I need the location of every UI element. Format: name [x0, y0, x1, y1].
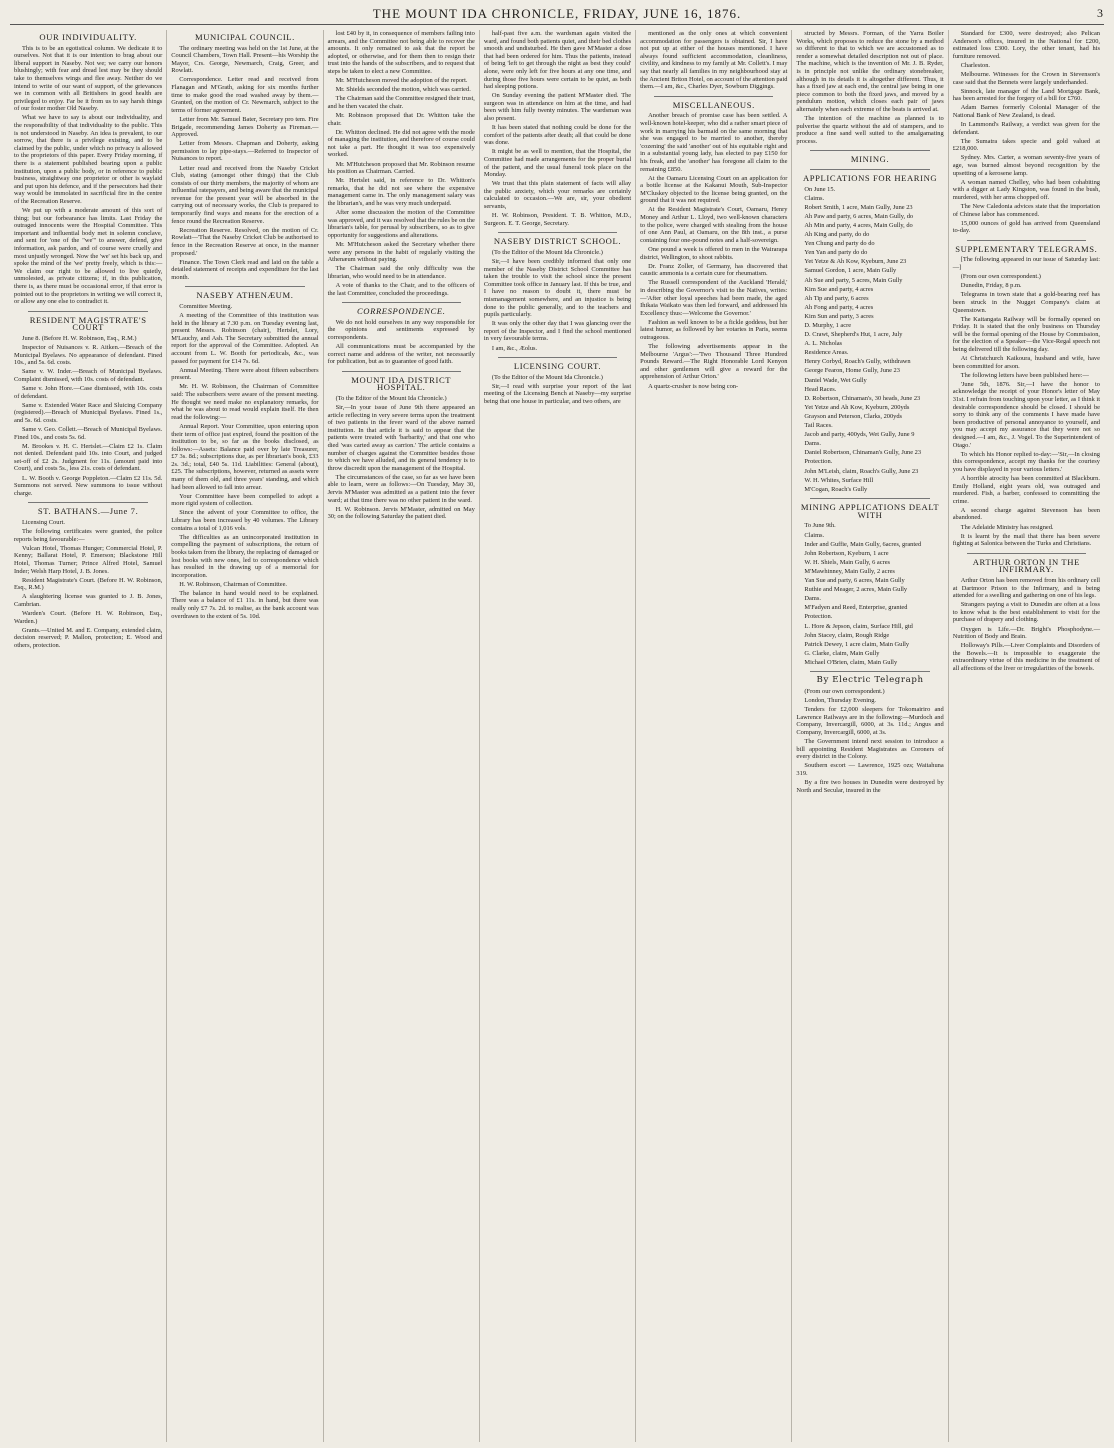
article-paragraph: It is learnt by the mail that there has been severe fighting at Salonica between the Turks and Christians.: [952, 532, 1100, 548]
section-divider: [342, 371, 461, 372]
article-paragraph: Holloway's Pills.—Liver Complaints and Disorders of the Bowels.—It is impossible to exaggerate the extraordinary virtue of this medicine in the treatment of all affections of the liver or irregularities of the bowels.: [952, 642, 1100, 673]
article-paragraph: Strangers paying a visit to Dunedin are often at a loss to know what is the best establishment to visit for the purchase of drapery and clothing.: [952, 601, 1100, 624]
article-paragraph: Jacob and party, 400yds, Wet Gully, June 9: [804, 431, 915, 439]
article-paragraph: M. Brookes v. H. C. Hertslet.—Claim £2 1s. Claim not denied. Defendant paid 10s. into Court, and judged set-off of £2 2s. Judgment for 11s. (amount paid into Court), and costs 5s., less 21s. costs of defendant.: [14, 442, 163, 473]
article-paragraph: The Chairman said the Committee resigned their trust, and he then vacated the chair.: [327, 95, 475, 110]
article-paragraph: Since the advent of your Committee to office, the Library has been increased by 40 volumes. The Library contains a total of 1,016 vols.: [171, 509, 319, 532]
article-paragraph: Ruthie and Meager, 2 acres, Main Gully: [804, 586, 908, 594]
article-paragraph: A vote of thanks to the Chair, and to the officers of the last Committee, concluded the proceedings.: [327, 281, 475, 297]
article-paragraph: Annual Meeting. There were about fifteen subscribers present.: [171, 366, 319, 382]
article-paragraph: Ah Fong and party, 4 acres: [804, 303, 874, 311]
article-paragraph: G. Clarke, claim, Main Gully: [804, 649, 880, 657]
article-paragraph: It has been stated that nothing could be done for the comfort of the patients after death; all that could be done was done.: [483, 124, 632, 147]
article-paragraph: half-past five a.m. the wardsman again visited the ward, and found both patients quiet, and their bed clothes smooth and undisturbed. He then gave M'Master a dose that had been ordered for him. Thus the patients, instead of being 'left to get through the night as best they could' alone, were only left for five hours at any one time, and during those five hours were certain to be quiet, as both had sleeping potions.: [483, 30, 632, 91]
article-paragraph: Yet Yetze & Ah Kow, Kyeburn, June 23: [804, 258, 907, 266]
article: [171, 34, 318, 281]
article-paragraph: Dr. Franz Zoller, of Germany, has discovered that caustic ammonia is a certain cure for rheumatism.: [640, 262, 788, 278]
article-paragraph: We put up with a moderate amount of this sort of thing; but our forbearance has limits. Last Friday the outraged innocents were the Hospital Committee. This important and influential body met in solemn conclave, and sent for 'one of the "we"' to answer, defend, give information, ask pardon, and of course were cruelly and most unjustly wronged. Now the 'we' set his back up, and spoke the mind of the 'we' pretty freely, which is this:—We claim our right to be allowed to live quietly, unmolested, as private citizens; if, in this publication, there is, as there must be occasional error, if that error is pointed out to the proprietors in writing we will correct it, or allow any one else to contradict it.: [14, 207, 163, 306]
article-paragraph: Southern escort — Lawrence, 1925 ozs; Waitahuna 319.: [796, 762, 944, 777]
article-paragraph: On June 15.: [804, 185, 836, 193]
article-paragraph: On Sunday evening the patient M'Master died. The surgeon was in attendance on him at the time, and had been with him fully twenty minutes. The wardsman was also present.: [483, 92, 632, 123]
article: [14, 34, 162, 306]
article-paragraph: (To the Editor of the Mount Ida Chronicle.): [491, 373, 603, 381]
article-paragraph: H. W. Robinson, Chairman of Committee.: [179, 580, 288, 588]
article: [14, 311, 162, 498]
article-paragraph: Tenders for £2,000 sleepers for Tokomairiro and Lawrence Railways are in the following:—Murdoch and Company, Invercargill, 6000, at 3s. 11d.; Angus and Company, Invercargill, 6000, at 3s.: [796, 706, 944, 737]
article-paragraph: [The following appeared in our issue of Saturday last:—]: [952, 256, 1100, 272]
masthead-title: THE MOUNT IDA CHRONICLE, FRIDAY, JUNE 16, 1876.: [372, 6, 742, 21]
section-divider: [810, 150, 929, 151]
article-paragraph: D. Murphy, 1 acre: [804, 322, 852, 329]
article-paragraph: L. W. Booth v. George Poppleton.—Claim £2 11s. 5d. Summons not served. New summons to issue without charge.: [14, 474, 163, 497]
article-paragraph: Protection.: [804, 613, 833, 621]
article-paragraph: Correspondence. Letter read and received from Flanagan and M'Grath, asking for six months further time to make good the road washed away by them.—Granted, on the motion of Cr. Newmarch, subject to the terms of former agreement.: [171, 76, 319, 114]
article-paragraph: Annual Report. Your Committee, upon entering upon their term of office just expired, found the position of the institution to be, so far as the books disclosed, as follows:—Assets: Balance paid over by late Treasurer, £7 3s. 8d.; subscriptions due, as per librarian's book, £33 2s. 3d.; total, £40 5s. 11d. Liabilities: General (about), £25. The subscriptions, however, returned as assets were many of them old, and three years' standing, and which had been allowed to fall into arrear.: [171, 422, 319, 491]
article-paragraph: Dr. Whitton declined. He did not agree with the mode of managing the institution, and therefore of course could not take a part. He thought it was too expensively worked.: [327, 128, 475, 159]
article-paragraph: The ordinary meeting was held on the 1st June, at the Council Chambers, Town Hall. Present—his Worship the Mayor, Crs. George, Newmarch, Craig, Greer, and Rowlatt.: [171, 44, 319, 75]
article-paragraph: The Sumatra takes specie and gold valued at £218,000.: [952, 137, 1100, 153]
article-paragraph: Letter from Mr. Samuel Bater, Secretary pro tem. Fire Brigade, recommending James Doherty as Fireman.—Approved.: [171, 115, 319, 139]
article: [796, 169, 943, 493]
article-paragraph: To which his Honor replied to-day:—'Sir,—In closing this correspondence, accept my thanks for the courtesy you have displayed in your various letters.': [952, 450, 1100, 473]
article-paragraph: Same v. Extended Water Race and Sluicing Company (registered).—Breach of Municipal Byelaws. Fined 1s., and 5s. 6d. costs.: [14, 401, 163, 424]
article-headline: APPLICATIONS FOR HEARING: [802, 173, 938, 183]
article-paragraph: (To the Editor of the Mount Ida Chronicle.): [335, 394, 447, 402]
article-paragraph: Daniel Robertson, Chinaman's Gully, June 23: [804, 449, 922, 457]
article-paragraph: Claims.: [804, 194, 825, 202]
article-paragraph: To June 9th.: [804, 522, 836, 530]
article: [484, 232, 631, 352]
article-paragraph: After some discussion the motion of the Committee was approved, and it was resolved that the rules be on the librarian's table, for perusal by subscribers, so as to give opportunity for suggestions and alterations.: [327, 209, 475, 239]
article-paragraph: June 8. (Before H. W. Robinson, Esq., R.M.): [22, 334, 137, 342]
article-paragraph: The following certificates were granted, the police reports being favourable:—: [14, 528, 163, 543]
article-paragraph: This is to be an egotistical column. We dedicate it to ourselves. Not that it is our intention to brag about our liberal support in Naseby. Not we; we carry our honors blushingly; with fear and dread lest may be they should take to themselves wings and flee away. Neither do we intend to write of our want of support, of the grievances we in common with all Britishers in good health are privileged to enjoy. Far be it from us to say harsh things of our foster mother Old Naseby.: [14, 44, 163, 113]
article-paragraph: Dams.: [804, 440, 821, 448]
article-paragraph: Licensing Court.: [22, 518, 65, 526]
article-paragraph: W. H. Whites, Surface Hill: [804, 476, 874, 484]
article-headline: MUNICIPAL COUNCIL.: [194, 32, 295, 42]
article-paragraph: Ah Sue and party, 5 acres, Main Gully: [804, 276, 903, 284]
article-paragraph: George Fearon, Home Gully, June 23: [804, 367, 900, 375]
article-paragraph: The Adelaide Ministry has resigned.: [960, 523, 1054, 531]
article-paragraph: Inder and Guffie, Main Gully, 6acres, granted: [804, 540, 922, 548]
article-paragraph: The Kaitangata Railway will be formally opened on Friday. It is stated that the only business on Thursday will be the formal opening of the House by Commission, for the election of a Speaker—the Vice-Regal speech not being delivered till the following day.: [952, 315, 1100, 353]
article-paragraph: structed by Messrs. Forman, of the Yarra Boiler Works, which proposes to reduce the stone by a method so different to that to which we are accustomed as to render a somewhat detailed description not out of place. The machine, which is the invention of Mr. J. B. Ryder, is in principle not unlike the ordinary stonebreaker, although in its details it is altogether different. Thus, it has a fixed jaw at each end, the central jaw being in one piece common to both the fixed jaws, and moved by a pendulum motion, which closes each pair of jaws alternately when each extreme of the beats is arrived at.: [796, 30, 944, 113]
article-headline: SUPPLEMENTARY TELEGRAMS.: [955, 243, 1098, 254]
page-number: 3: [1097, 6, 1104, 20]
article-paragraph: Another breach of promise case has been settled. A well-known hotel-keeper, who did a rather smart piece of work in marrying his barmaid on the same morning that she was engaged to be married to another, thereby 'cozening' the said 'another' out of his equitable right and in a substantial young lady, has elected to pay £150 for his freak, and the 'another' has foregone all claim to the remaining £850.: [640, 112, 788, 173]
article-paragraph: John M'Leish, claim, Roach's Gully, June 23: [804, 467, 919, 475]
section-divider: [810, 498, 929, 499]
article-paragraph: At the Resident Magistrate's Court, Oamaru, Henry Money and Arthur L. Lloyd, two well-known characters to the police, were charged with stealing from the house of one Ann Paul, at Oamaru, on the 8th inst., a purse containing four one-pound notes and a half-sovereign.: [640, 206, 788, 244]
article-paragraph: Sir,—I read with surprise your report of the last meeting of the Licensing Bench at Naseby—my surprise being that one house in particular, and two others, are: [483, 382, 632, 406]
section-divider: [28, 502, 148, 503]
article: [796, 671, 943, 794]
article-paragraph: Daniel Wade, Wet Gully: [804, 376, 867, 384]
article-paragraph: 15,000 ounces of gold has arrived from Queensland to-day.: [952, 219, 1100, 235]
article-paragraph: In Lammond's Railway, a verdict was given for the defendant.: [952, 121, 1100, 136]
article-paragraph: John Stacey, claim, Rough Ridge: [804, 631, 890, 639]
article: [328, 30, 475, 297]
article-paragraph: Yet Yetze and Ah Kow, Kyeburn, 200yds: [804, 403, 910, 411]
article: [328, 371, 475, 521]
article-paragraph: Head Races.: [804, 385, 837, 393]
article-paragraph: Ah King and party, do do: [804, 231, 870, 239]
article-paragraph: Letter read and received from the Naseby Cricket Club, stating (amongst other things) that the Club consists of our thirty members, the majority of whom are influential ratepayers, and being aware that the municipal revenue for the present year will be absorbed in the carrying out of necessary works, the Club is prepared to temporarily find ways and means for the erection of a fence round the Recreation Reserve.: [171, 164, 319, 225]
article-paragraph: The following letters have been published here:—: [960, 371, 1089, 379]
article-paragraph: Ah Paw and party, 6 acres, Main Gully, do: [804, 212, 914, 220]
article-paragraph: The balance in hand would need to be explained. There was a balance of £1 11s. in hand, but there was really only £7 7s. 2d. to realise, as the bank account was overdrawn to the extent of 5s. 10d.: [171, 589, 319, 620]
article-paragraph: Dams.: [804, 595, 821, 603]
article-paragraph: A quartz-crusher is now being con-: [648, 382, 739, 390]
article-paragraph: Charleston.: [960, 61, 990, 69]
article-paragraph: Warden's Court. (Before H. W. Robinson, Esq., Warden.): [14, 609, 163, 625]
article-paragraph: Protection.: [804, 458, 833, 466]
article-paragraph: Vulcan Hotel, Thomas Hunger; Commercial Hotel, P. Kenny; Ballarat Hotel, P. Emerson; Blackstone Hill Hotel, Thomas Turner; Prince Alfred Hotel, Samuel Inder; Welsh Harp Hotel, J. B. Jones.: [14, 544, 163, 575]
article-paragraph: Dunedin, Friday, 8 p.m.: [960, 282, 1022, 290]
article-paragraph: At Christchurch Kaikoura, husband and wife, have been committed for arson.: [952, 355, 1100, 370]
section-divider: [967, 240, 1086, 241]
article: [796, 498, 943, 666]
article: [953, 30, 1100, 235]
article-paragraph: A horrible atrocity has been committed at Blackburn. Emily Holland, eight years old, was outraged and murdered. Fish, a barber, confessed to committing the crime.: [952, 474, 1100, 505]
article: [640, 96, 787, 390]
article-paragraph: A slaughtering license was granted to J. B. Jones, Cambrian.: [14, 593, 163, 608]
article-paragraph: I am, &c., Æolus.: [491, 344, 538, 352]
article-paragraph: Mr. H. W. Robinson, the Chairman of Committee said: The subscribers were aware of the present meeting. He thought we need make no explanatory remarks, for what he was about to read would explain itself. He then read the following:—: [171, 383, 319, 421]
article-headline: RESIDENT MAGISTRATE'S COURT: [29, 314, 147, 333]
article-paragraph: Sinnock, late manager of the Land Mortgage Bank, has been arrested for the forgery of a bill for £760.: [952, 87, 1100, 103]
article-headline: CORRESPONDENCE.: [356, 306, 446, 317]
article-paragraph: All communications must be accompanied by the correct name and address of the writer, not necessarily for publication, but as to guarantee of good faith.: [327, 342, 475, 366]
article-paragraph: Mr. Hertslet said, in reference to Dr. Whitton's remarks, that he did not see where the expensive management came in. The only management salary was the librarian's, and he was very much underpaid.: [327, 177, 475, 207]
article-paragraph: Yen Yan and party do do: [804, 249, 868, 257]
article-paragraph: Sydney. Mrs. Carter, a woman seventy-five years of age, was burned almost beyond recognition by the upsetting of a kerosene lamp.: [952, 154, 1100, 177]
article-paragraph: Same v. John Hore.—Case dismissed, with 10s. costs of defendant.: [14, 385, 163, 400]
article-paragraph: Yen Chung and party do do: [804, 240, 875, 248]
article-paragraph: 'June 5th, 1876. Sir,—I have the honor to acknowledge the receipt of your Honor's letter of May 31st. I refrain from touching upon your letter, as I think it desirable correspondence should be closed. I should be sorry to think any of the comments I have made have been productive of personal annoyance to yourself, and you may accept my assurance that they were not so designed.—I am, &c., J. Vogel. To the Superintendent of Otago.': [952, 380, 1100, 449]
column-7: [948, 30, 1104, 1442]
article-paragraph: The New Caledonia advices state that the importation of Chinese labor has commenced.: [952, 202, 1100, 218]
article-paragraph: The Government intend next session to introduce a bill appointing Resident Magistrates as Coroners of every district in the Colony.: [796, 738, 944, 761]
article-paragraph: Mr. M'Hutcheson proposed that Mr. Robinson resume his position as Chairman. Carried.: [327, 160, 475, 176]
article-paragraph: W. H. Shiels, Main Gully, 6 acres: [804, 558, 891, 566]
article-paragraph: Claims.: [804, 531, 825, 539]
article-paragraph: Mr. Robinson proposed that Dr. Whitton take the chair.: [327, 111, 475, 127]
article-paragraph: Grants.—United M. and E. Company, extended claim, decision reserved; P. Mallon, protection; E. Wood and others, protection.: [14, 626, 163, 649]
article-paragraph: Henry Corbyd, Roach's Gully, withdrawn: [804, 358, 911, 366]
article-paragraph: Letter from Messrs. Chapman and Doherty, asking permission to lay pipe-stays.—Referred to Inspector of Nuisances to report.: [171, 140, 319, 163]
article-paragraph: We do not hold ourselves in any way responsible for the opinions and sentiments expressed by correspondents.: [327, 318, 475, 341]
section-divider: [185, 286, 304, 287]
article: [796, 30, 943, 145]
article-paragraph: A second charge against Stevenson has been abandoned.: [952, 506, 1100, 522]
article-paragraph: Committee Meeting.: [179, 303, 233, 310]
article-paragraph: Finance. The Town Clerk read and laid on the table a detailed statement of receipts and expenditure for the last month.: [171, 258, 319, 281]
section-divider: [28, 311, 148, 312]
article-paragraph: Your Committee have been compelled to adopt a more rigid system of collection.: [171, 492, 319, 508]
article: [640, 30, 787, 91]
article-paragraph: M'Fadyen and Reed, Enterprise, granted: [804, 604, 908, 612]
article-paragraph: Kim Sue and party, 4 acres: [804, 285, 874, 293]
column-1: [10, 30, 166, 1442]
section-divider: [498, 232, 617, 233]
article-paragraph: What we have to say is about our individuality, and the responsibility of that individuality to the public. This is not understood in Naseby. An idea is prevalent, to our sorrow, that there is a privilege existing, and to be claimed by the public, under which no privacy is allowed to the proprietors of this paper. Every Friday morning, if there is a statement published bearing upon a public institution, upon a public body, or in reference to public business, straightway one proprietor or other is waylaid and put upon his defence, and if the persecutors had their way would be immolated in sacrificial fire in the centre of the Recreation Reserve.: [14, 114, 163, 205]
article-paragraph: Mr. M'Hutcheson moved the adoption of the report.: [335, 77, 468, 85]
article-paragraph: (From our own correspondent.): [804, 688, 885, 696]
article-paragraph: Samuel Gordon, 1 acre, Main Gully: [804, 267, 897, 275]
article-headline: ST. BATHANS.—June 7.: [37, 506, 139, 517]
article-paragraph: The circumstances of the case, so far as we have been able to learn, were as follows:—On Tuesday, May 30, Jervis M'Master was admitted as a patient into the fever ward; at that time there was no other patient in the ward.: [327, 473, 475, 504]
column-6: [791, 30, 947, 1442]
article-paragraph: M'Mawhinney, Main Gully, 2 acres: [804, 567, 895, 575]
column-4: [479, 30, 635, 1442]
article-paragraph: Arthur Orton has been removed from his ordinary cell at Dartmoor Prison to the Infirmary, and is being attended for a swelling and gathering on one of his legs.: [952, 577, 1100, 600]
article-headline: MINING APPLICATIONS DEALT WITH: [800, 502, 940, 520]
article: [14, 502, 162, 649]
article-paragraph: The difficulties as an unincorporated institution in compelling the payment of subscriptions, the return of books taken from the library, the replacing of damaged or lost books with new ones, led to correspondence which has resulted in the drawing up of a memorial for incorporation.: [171, 533, 319, 579]
article-paragraph: Ah Min and party, 4 acres, Main Gully, do: [804, 221, 913, 229]
article-paragraph: The following advertisements appear in the Melbourne 'Argus':—'Two Thousand Three Hundred Pounds Reward.—The Right Honorable Lord Kenyon and other gentlemen will give a reward for the apprehension of Arthur Orton.': [640, 343, 788, 381]
article: [328, 302, 475, 366]
article-paragraph: Kim Sun and party, 3 acres: [804, 312, 874, 320]
article-paragraph: Mr. Shields seconded the motion, which was carried.: [335, 86, 471, 94]
article: [484, 357, 631, 405]
article-paragraph: Sir,—I have been credibly informed that only one member of the Naseby District School Committee has taken the trouble to visit the school since the present Committee took office in January last. If this be true, and I have no reason to doubt it, there must be mismanagement somewhere, and an injustice is being done to the public generally, and to the teachers and pupils particularly.: [483, 258, 632, 319]
article-paragraph: Michael O'Brien, claim, Main Gully: [804, 658, 898, 666]
article-paragraph: The intention of the machine as planned is to pulverise the quartz without the aid of stampers, and to produce a fine sand well suited to the amalgamating process.: [796, 115, 944, 145]
article-paragraph: Resident Magistrate's Court. (Before H. W. Robinson, Esq., R.M.): [14, 576, 163, 592]
column-2: [166, 30, 322, 1442]
article-paragraph: At the Oamaru Licensing Court on an application for a bottle license at the Kakanui Mouth, Sub-Inspector M'Cluskey objected to the license being granted, on the ground that it was not required.: [640, 174, 788, 205]
article: [484, 30, 631, 227]
article-paragraph: Standard for £300, were destroyed; also Pelican Anderson's offices, insured in the National for £200, estimated loss £300. Lory, the other tenant, had his furniture removed.: [952, 30, 1100, 60]
article-paragraph: John Robertson, Kyeburn, 1 acre: [804, 549, 889, 557]
section-divider: [810, 169, 929, 170]
article-paragraph: H. W. Robinson, President. T. B. Whitton, M.D., Surgeon. E. T. George, Secretary.: [483, 212, 632, 227]
article-paragraph: Melbourne. Witnesses for the Crown in Stevenson's case said that the Bennets were largely underhanded.: [952, 70, 1100, 86]
article-paragraph: Telegrams in town state that a gold-bearing reef has been struck in the Nugget Company's claim at Queenstown.: [952, 291, 1100, 314]
article-paragraph: Residence Areas.: [804, 349, 849, 357]
article-paragraph: Ah Tip and party, 6 acres: [804, 294, 869, 302]
article-paragraph: The Russell correspondent of the Auckland 'Herald,' in describing the Governor's visit to the Natives, writes:—'After other loyal speeches had been made, the aged Ihikaia Waikato was then led forward, and addressed his Excellency thus:—Welcome the Governor.': [640, 279, 788, 317]
article-paragraph: D. Crawt, Shepherd's Hut, 1 acre, July: [804, 331, 903, 339]
article-headline: LICENSING COURT.: [513, 361, 602, 372]
article-paragraph: Grayson and Peterson, Clarks, 200yds: [804, 412, 903, 420]
article-paragraph: L. Hore & Jepson, claim, Surface Hill, gtd: [804, 622, 913, 630]
article-headline: MOUNT IDA DISTRICT HOSPITAL.: [351, 374, 452, 393]
column-3: [323, 30, 479, 1442]
article-headline: ARTHUR ORTON IN THE INFIRMARY.: [972, 556, 1080, 575]
article-paragraph: Recreation Reserve. Resolved, on the motion of Cr. Rowlatt—'That the Naseby Cricket Club be authorised to fence in the Recreation Reserve at once, in the manner proposed.': [171, 226, 319, 257]
article-paragraph: A woman named Chelley, who had been cohabiting with a digger at Lady Kingston, was found in the bush, murdered, with her arms chopped off.: [952, 178, 1100, 201]
article-paragraph: The Chairman said the only difficulty was the librarian, who would need to be in attendance.: [327, 265, 475, 280]
article: [953, 553, 1100, 673]
article: [796, 150, 943, 164]
article-paragraph: (From our own correspondent.): [960, 273, 1041, 281]
masthead-rule: [10, 24, 1104, 25]
section-divider: [342, 302, 461, 303]
article-paragraph: Fashion as well known to be a fickle goddess, but her latest humor, as followed by her votaries in Paris, seems outrageous.: [640, 318, 788, 341]
article-paragraph: H. W. Robinson. Jervis M'Master, admitted on May 30; on the following Saturday the patient died.: [327, 505, 475, 521]
section-divider: [967, 553, 1086, 554]
article-paragraph: London, Thursday Evening.: [804, 697, 877, 705]
article-paragraph: Adam Barnes formerly Colonial Manager of the National Bank of New Zealand, is dead.: [952, 104, 1100, 119]
article-headline: OUR INDIVIDUALITY.: [39, 32, 137, 42]
column-5: [635, 30, 791, 1442]
section-divider: [654, 96, 773, 97]
article-paragraph: We trust that this plain statement of facts will allay the public anxiety, which your remarks are certainly calculated to occasion.—We are, sir, your obedient servants,: [483, 180, 632, 211]
article-paragraph: By a fire two houses in Dunedin were destroyed by North and Secular, insured in the: [796, 779, 944, 794]
article-paragraph: Oxygen is Life.—Dr. Bright's Phosphodyne.—Nutrition of Body and Brain.: [952, 625, 1100, 641]
article-paragraph: Same v. W. Inder.—Breach of Municipal Byelaws. Complaint dismissed, with 10s. costs of defendant.: [14, 368, 163, 383]
section-divider: [498, 357, 617, 358]
article-paragraph: It was only the other day that I was glancing over the report of the Inspector, and I find the school mentioned in very favourable terms.: [483, 320, 632, 343]
article-paragraph: D. Robertson, Chinaman's, 30 heads, June 23: [804, 394, 921, 402]
article-paragraph: Mr. M'Hutcheson asked the Secretary whether there were any persons in the habit of regularly visiting the Athenæum without paying.: [327, 240, 475, 264]
article-headline: MISCELLANEOUS.: [672, 99, 755, 110]
article-headline: MINING.: [850, 154, 890, 165]
article-headline: NASEBY ATHENÆUM.: [196, 290, 294, 301]
article: [171, 286, 318, 620]
article-paragraph: Patrick Dewey, 1 acre claim, Main Gully: [804, 640, 910, 648]
article-paragraph: lost £40 by it, in consequence of members failing into arrears, and the Committee not being able to recover the amounts. It only remained to ask that the report be adopted, or otherwise, and for them then to resign their trust into the hands of the subscribers, and to request that steps be taken to elect a new Committee.: [327, 30, 475, 75]
article-paragraph: Inspector of Nuisances v. R. Aitken.—Breach of the Municipal Byelaws. No appearance of defendant. Fined 10s., and 5s. 6d. costs.: [14, 344, 163, 367]
article-paragraph: Robert Smith, 1 acre, Main Gully, June 23: [804, 203, 913, 211]
article-paragraph: Sir,—In your issue of June 9th there appeared an article reflecting in very severe terms upon the treatment of two patients in the fever ward of the above named institution. In that article it is said to appear that the patients were treated with 'barbarity,' and that one who died 'was carted away as carrion.' The article contains a number of charges against the Committee besides those to which we have alluded, and its general tendency is to throw discredit upon the management of the Hospital.: [327, 404, 475, 472]
article-paragraph: Yan Sue and party, 6 acres, Main Gully: [804, 577, 905, 585]
article: [953, 240, 1100, 548]
article-headline: NASEBY DISTRICT SCHOOL.: [493, 236, 622, 247]
article-paragraph: Same v. Geo. Collett.—Breach of Municipal Byelaws. Fined 10s., and costs 5s. 6d.: [14, 426, 163, 441]
article-paragraph: A meeting of the Committee of this institution was held in the library at 7.30 p.m. on Tuesday evening last, present Messrs. Robinson (chair), Hertslet, Lory, M'Lauchy, and Ash. The Secretary submitted the annual report for the approval of the Committee. Adopted. An account from L. W. Booth for periodicals, &c., was passed for payment for £14 7s. 6d.: [171, 312, 319, 365]
article-paragraph: mentioned as the only ones at which convenient accommodation for passengers is obtained. Sir, I have not put up at either of the houses mentioned. I have always found sufficient accommodation, cleanliness, civility, and kindness to my family at Mr. Collett's. I may say that nearly all families in my neighbourhood stay at the Ancient Briton Hotel, on account of the attention paid them.—I am, &c., Charles Dyer, Sowburn Diggings.: [640, 30, 788, 91]
article-paragraph: Tail Races.: [804, 422, 833, 430]
article-paragraph: (To the Editor of the Mount Ida Chronicle.): [491, 248, 603, 256]
article-paragraph: A. L. Nicholas: [804, 340, 843, 348]
article-paragraph: It might be as well to mention, that the Hospital, the Committee had made arrangements for the proper burial of the patient, and the usual funeral took place on the Monday.: [483, 148, 632, 179]
article-paragraph: M'Cogan, Roach's Gully: [804, 485, 868, 493]
section-divider: [810, 671, 929, 672]
article-paragraph: One pound a week is offered to men in the Wairarapa district, Wellington, to shoot rabbits.: [640, 245, 788, 261]
article-headline: By Electric Telegraph: [816, 675, 924, 686]
